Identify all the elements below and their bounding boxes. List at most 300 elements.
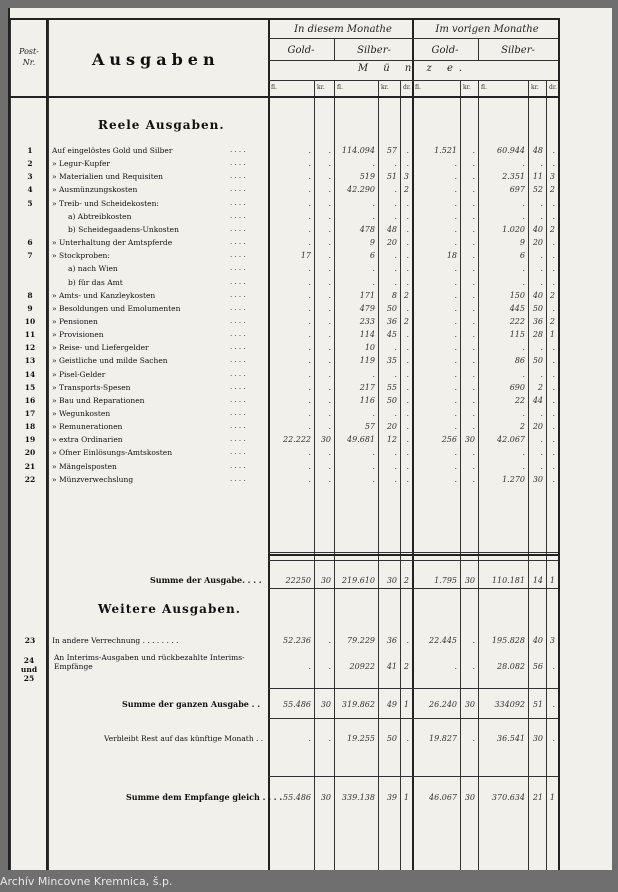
cell-value: . bbox=[308, 662, 311, 671]
cell-value: . bbox=[328, 238, 331, 247]
leader-dots: . . . . bbox=[230, 317, 246, 325]
row-label: » Ofner Einlösungs-Amtskosten bbox=[52, 448, 173, 457]
cell-value: . bbox=[522, 264, 525, 273]
cell-value: . bbox=[372, 370, 375, 379]
cell-value: 150 bbox=[509, 291, 525, 300]
cell-value: 41 bbox=[386, 662, 397, 671]
cell-value: . bbox=[552, 409, 555, 418]
row-label: » Besoldungen und Emolumenten bbox=[52, 304, 181, 313]
leader-dots: . . . . bbox=[230, 422, 246, 430]
ausgaben-title: Ausgaben bbox=[92, 50, 220, 69]
cell-value: . bbox=[552, 448, 555, 457]
row-number: 19 bbox=[24, 435, 36, 444]
cell-value: . bbox=[454, 317, 457, 326]
cell-value: . bbox=[328, 475, 331, 484]
cell-value: 1 bbox=[403, 700, 409, 709]
cell-value: 51 bbox=[532, 700, 543, 709]
cell-value: 57 bbox=[364, 422, 375, 431]
cell-value: . bbox=[552, 356, 555, 365]
cell-value: 12 bbox=[386, 435, 397, 444]
row-number: 23 bbox=[24, 636, 36, 645]
cell-value: . bbox=[472, 212, 475, 221]
cell-value: 3 bbox=[549, 172, 555, 181]
cell-value: . bbox=[328, 291, 331, 300]
cell-value: . bbox=[540, 409, 543, 418]
cell-value: . bbox=[454, 264, 457, 273]
cell-value: 30 bbox=[320, 793, 331, 802]
cell-value: . bbox=[454, 278, 457, 287]
cell-value: 20 bbox=[386, 238, 397, 247]
cell-value: 18 bbox=[446, 251, 457, 260]
cell-value: 2 bbox=[549, 291, 555, 300]
cell-value: 35 bbox=[386, 356, 397, 365]
cell-value: . bbox=[522, 370, 525, 379]
cell-value: . bbox=[454, 396, 457, 405]
cell-value: 2 bbox=[403, 576, 409, 585]
cell-value: . bbox=[454, 370, 457, 379]
leader-dots: . . . . bbox=[230, 172, 246, 180]
row-number: 2 bbox=[27, 159, 33, 168]
cell-value: . bbox=[472, 383, 475, 392]
row-number: 22 bbox=[24, 475, 36, 484]
row-label: » Ausmünzungskosten bbox=[52, 185, 138, 194]
cell-value: . bbox=[406, 212, 409, 221]
leader-dots: . . . . bbox=[230, 409, 246, 417]
cell-value: . bbox=[454, 172, 457, 181]
cell-value: . bbox=[540, 264, 543, 273]
cell-value: 14 bbox=[532, 576, 543, 585]
leader-dots: . . . . bbox=[230, 435, 246, 443]
leader-dots: . . . . bbox=[230, 238, 246, 246]
cell-value: 60.944 bbox=[497, 146, 525, 155]
cell-value: . bbox=[372, 159, 375, 168]
leader-dots: . . . . bbox=[230, 370, 246, 378]
leader-dots: . . . . bbox=[230, 251, 246, 259]
gold-header-prev: Gold- bbox=[431, 45, 459, 56]
cell-value: 55.486 bbox=[283, 793, 311, 802]
cell-value: 2 bbox=[403, 185, 409, 194]
row-label: » Provisionen bbox=[52, 330, 104, 339]
cell-value: 114.094 bbox=[341, 146, 375, 155]
this-month-header: In diesem Monathe bbox=[294, 24, 392, 35]
cell-value: 171 bbox=[359, 291, 375, 300]
leader-dots: . . . . bbox=[230, 159, 246, 167]
unit-label: dr. bbox=[403, 84, 411, 91]
cell-value: 28 bbox=[532, 330, 543, 339]
cell-value: . bbox=[454, 383, 457, 392]
cell-value: . bbox=[472, 636, 475, 645]
cell-value: 2 bbox=[549, 185, 555, 194]
row-label: » Legur-Kupfer bbox=[52, 159, 111, 168]
cell-value: 20922 bbox=[349, 662, 375, 671]
cell-value: . bbox=[406, 264, 409, 273]
cell-value: . bbox=[472, 343, 475, 352]
leader-dots: . . . . bbox=[230, 199, 246, 207]
cell-value: . bbox=[394, 264, 397, 273]
row-label: » Pensionen bbox=[52, 317, 98, 326]
cell-value: . bbox=[522, 343, 525, 352]
cell-value: 44 bbox=[532, 396, 543, 405]
cell-value: 2 bbox=[403, 291, 409, 300]
row-number: 24 und 25 bbox=[20, 656, 38, 683]
cell-value: . bbox=[328, 462, 331, 471]
cell-value: . bbox=[552, 396, 555, 405]
summe-empfang-label: Summe dem Empfange gleich . . . . bbox=[126, 792, 283, 802]
cell-value: . bbox=[540, 212, 543, 221]
cell-value: . bbox=[328, 636, 331, 645]
cell-value: . bbox=[472, 734, 475, 743]
leader-dots: . . . . bbox=[230, 212, 246, 220]
cell-value: . bbox=[454, 343, 457, 352]
grid-line bbox=[268, 560, 558, 561]
cell-value: . bbox=[472, 317, 475, 326]
cell-value: . bbox=[328, 159, 331, 168]
cell-value: . bbox=[308, 225, 311, 234]
cell-value: . bbox=[552, 212, 555, 221]
cell-value: . bbox=[394, 409, 397, 418]
cell-value: . bbox=[522, 199, 525, 208]
grid-line bbox=[268, 776, 558, 777]
cell-value: 42.067 bbox=[497, 435, 525, 444]
cell-value: . bbox=[454, 409, 457, 418]
cell-value: . bbox=[406, 343, 409, 352]
cell-value: . bbox=[406, 636, 409, 645]
cell-value: . bbox=[472, 662, 475, 671]
cell-value: . bbox=[472, 422, 475, 431]
cell-value: 30 bbox=[386, 576, 397, 585]
cell-value: . bbox=[454, 475, 457, 484]
cell-value: . bbox=[328, 396, 331, 405]
cell-value: . bbox=[394, 159, 397, 168]
cell-value: 20 bbox=[532, 422, 543, 431]
row-number: 4 bbox=[27, 185, 33, 194]
prev-month-header: Im vorigen Monathe bbox=[435, 24, 539, 35]
row-number: 12 bbox=[24, 343, 36, 352]
cell-value: . bbox=[522, 278, 525, 287]
cell-value: 10 bbox=[364, 343, 375, 352]
cell-value: . bbox=[406, 734, 409, 743]
row-label: » Treib- und Scheidekosten: bbox=[52, 199, 159, 208]
cell-value: . bbox=[472, 409, 475, 418]
unit-label: dr. bbox=[549, 84, 557, 91]
row-number: 14 bbox=[24, 370, 36, 379]
cell-value: . bbox=[454, 212, 457, 221]
cell-value: . bbox=[472, 370, 475, 379]
leader-dots: . . . . bbox=[230, 475, 246, 483]
cell-value: 40 bbox=[532, 636, 543, 645]
cell-value: . bbox=[472, 462, 475, 471]
row-number: 15 bbox=[24, 383, 36, 392]
cell-value: 86 bbox=[514, 356, 525, 365]
cell-value: . bbox=[406, 422, 409, 431]
cell-value: . bbox=[328, 146, 331, 155]
cell-value: . bbox=[308, 278, 311, 287]
cell-value: 30 bbox=[464, 435, 475, 444]
cell-value: . bbox=[372, 448, 375, 457]
cell-value: . bbox=[540, 370, 543, 379]
leader-dots: . . . . bbox=[230, 146, 246, 154]
cell-value: . bbox=[552, 462, 555, 471]
grid-line bbox=[10, 18, 11, 870]
cell-value: 49 bbox=[386, 700, 397, 709]
row-label: » Transports-Spesen bbox=[52, 383, 131, 392]
cell-value: 19.255 bbox=[347, 734, 375, 743]
cell-value: . bbox=[394, 212, 397, 221]
cell-value: 30 bbox=[464, 700, 475, 709]
cell-value: 1 bbox=[549, 330, 555, 339]
cell-value: . bbox=[308, 383, 311, 392]
cell-value: 1 bbox=[549, 793, 555, 802]
row-number: 13 bbox=[24, 356, 36, 365]
grid-line bbox=[478, 38, 479, 60]
unit-label: fl. bbox=[337, 84, 343, 91]
cell-value: . bbox=[406, 251, 409, 260]
cell-value: 1.795 bbox=[434, 576, 457, 585]
cell-value: . bbox=[328, 330, 331, 339]
row-label: » Remunerationen bbox=[52, 422, 123, 431]
cell-value: . bbox=[308, 409, 311, 418]
cell-value: . bbox=[454, 330, 457, 339]
cell-value: . bbox=[372, 409, 375, 418]
cell-value: . bbox=[406, 383, 409, 392]
cell-value: . bbox=[394, 199, 397, 208]
weitere-ausgaben-heading: Weitere Ausgaben. bbox=[98, 602, 241, 616]
cell-value: 40 bbox=[532, 291, 543, 300]
cell-value: 55.486 bbox=[283, 700, 311, 709]
cell-value: . bbox=[552, 251, 555, 260]
row-number: 1 bbox=[27, 146, 33, 155]
cell-value: 479 bbox=[359, 304, 375, 313]
cell-value: . bbox=[406, 330, 409, 339]
grid-line bbox=[268, 588, 558, 589]
cell-value: . bbox=[522, 159, 525, 168]
cell-value: . bbox=[308, 172, 311, 181]
cell-value: . bbox=[540, 159, 543, 168]
cell-value: . bbox=[406, 356, 409, 365]
cell-value: . bbox=[552, 383, 555, 392]
row-label: » Wegunkosten bbox=[52, 409, 111, 418]
cell-value: . bbox=[552, 700, 555, 709]
cell-value: . bbox=[472, 238, 475, 247]
cell-value: 2 bbox=[403, 317, 409, 326]
cell-value: . bbox=[472, 304, 475, 313]
cell-value: 2 bbox=[537, 383, 543, 392]
cell-value: . bbox=[328, 251, 331, 260]
cell-value: . bbox=[308, 396, 311, 405]
row-label: a) nach Wien bbox=[68, 264, 118, 273]
cell-value: . bbox=[308, 238, 311, 247]
cell-value: . bbox=[394, 475, 397, 484]
cell-value: . bbox=[454, 356, 457, 365]
unit-label: fl. bbox=[271, 84, 277, 91]
cell-value: . bbox=[552, 370, 555, 379]
cell-value: 478 bbox=[359, 225, 375, 234]
unit-label: fl. bbox=[481, 84, 487, 91]
cell-value: 42.290 bbox=[347, 185, 375, 194]
cell-value: . bbox=[372, 475, 375, 484]
cell-value: . bbox=[308, 475, 311, 484]
leader-dots: . . . . bbox=[230, 264, 246, 272]
cell-value: . bbox=[308, 199, 311, 208]
cell-value: . bbox=[406, 199, 409, 208]
ledger-page bbox=[8, 8, 612, 870]
cell-value: . bbox=[472, 330, 475, 339]
cell-value: 217 bbox=[359, 383, 375, 392]
cell-value: . bbox=[328, 356, 331, 365]
leader-dots: . . . . bbox=[230, 462, 246, 470]
cell-value: . bbox=[406, 396, 409, 405]
cell-value: . bbox=[328, 317, 331, 326]
cell-value: 49.681 bbox=[347, 435, 375, 444]
cell-value: . bbox=[328, 304, 331, 313]
cell-value: 50 bbox=[386, 396, 397, 405]
cell-value: 22250 bbox=[285, 576, 311, 585]
summe-ausgabe-label: Summe der Ausgabe. . . . bbox=[150, 575, 262, 585]
cell-value: 445 bbox=[509, 304, 525, 313]
cell-value: . bbox=[372, 462, 375, 471]
cell-value: . bbox=[522, 212, 525, 221]
row-label: » Unterhaltung der Amtspferde bbox=[52, 238, 173, 247]
cell-value: . bbox=[454, 199, 457, 208]
silber-header-this: Silber- bbox=[357, 45, 391, 56]
cell-value: . bbox=[308, 304, 311, 313]
grid-line bbox=[334, 38, 335, 60]
row-label: » Stockproben: bbox=[52, 251, 110, 260]
cell-value: . bbox=[372, 278, 375, 287]
cell-value: . bbox=[394, 185, 397, 194]
cell-value: 20 bbox=[532, 238, 543, 247]
leader-dots: . . . . bbox=[230, 291, 246, 299]
cell-value: . bbox=[308, 422, 311, 431]
cell-value: . bbox=[308, 370, 311, 379]
cell-value: . bbox=[372, 264, 375, 273]
row-number: 8 bbox=[27, 291, 33, 300]
leader-dots: . . . . bbox=[230, 448, 246, 456]
cell-value: . bbox=[394, 462, 397, 471]
cell-value: . bbox=[540, 435, 543, 444]
cell-value: 370.634 bbox=[491, 793, 525, 802]
cell-value: . bbox=[308, 448, 311, 457]
leader-dots: . . . . bbox=[230, 225, 246, 233]
cell-value: 50 bbox=[532, 304, 543, 313]
cell-value: 30 bbox=[532, 475, 543, 484]
cell-value: 1.270 bbox=[502, 475, 525, 484]
cell-value: . bbox=[552, 734, 555, 743]
cell-value: . bbox=[522, 462, 525, 471]
cell-value: 119 bbox=[359, 356, 375, 365]
cell-value: . bbox=[454, 159, 457, 168]
cell-value: . bbox=[472, 396, 475, 405]
cell-value: 2 bbox=[549, 317, 555, 326]
cell-value: . bbox=[328, 185, 331, 194]
cell-value: 1 bbox=[403, 793, 409, 802]
row-label: b) für das Amt bbox=[68, 278, 123, 287]
row-label: a) Abtreibkosten bbox=[68, 212, 132, 221]
row-number: 7 bbox=[27, 251, 33, 260]
grid-line bbox=[268, 80, 558, 81]
cell-value: 21 bbox=[532, 793, 543, 802]
cell-value: 519 bbox=[359, 172, 375, 181]
cell-value: 52 bbox=[532, 185, 543, 194]
cell-value: . bbox=[472, 448, 475, 457]
row-number: 18 bbox=[24, 422, 36, 431]
leader-dots: . . . . bbox=[230, 278, 246, 286]
cell-value: 2.351 bbox=[502, 172, 525, 181]
cell-value: . bbox=[552, 199, 555, 208]
cell-value: 319.862 bbox=[341, 700, 375, 709]
grid-line bbox=[10, 96, 558, 98]
cell-value: . bbox=[406, 435, 409, 444]
cell-value: . bbox=[454, 448, 457, 457]
row-label: » Amts- und Kanzleykosten bbox=[52, 291, 156, 300]
row-number: 21 bbox=[24, 462, 36, 471]
cell-value: . bbox=[552, 422, 555, 431]
cell-value: 22.445 bbox=[429, 636, 457, 645]
row-label: Auf eingelöstes Gold und Silber bbox=[52, 146, 173, 155]
grid-line bbox=[48, 18, 49, 870]
cell-value: . bbox=[308, 185, 311, 194]
cell-value: . bbox=[552, 264, 555, 273]
cell-value: . bbox=[552, 159, 555, 168]
cell-value: . bbox=[472, 264, 475, 273]
cell-value: . bbox=[472, 199, 475, 208]
cell-value: 219.610 bbox=[341, 576, 375, 585]
cell-value: 45 bbox=[386, 330, 397, 339]
cell-value: 50 bbox=[532, 356, 543, 365]
cell-value: 39 bbox=[386, 793, 397, 802]
cell-value: 50 bbox=[386, 304, 397, 313]
cell-value: 3 bbox=[549, 636, 555, 645]
cell-value: 30 bbox=[464, 793, 475, 802]
cell-value: . bbox=[308, 159, 311, 168]
row-number: 5 bbox=[27, 199, 33, 208]
cell-value: . bbox=[552, 146, 555, 155]
leader-dots: . . . . bbox=[230, 304, 246, 312]
summe-ganze-label: Summe der ganzen Ausgabe . . bbox=[122, 699, 261, 709]
cell-value: . bbox=[406, 304, 409, 313]
muenze-header: M ü n z e. bbox=[357, 63, 469, 74]
cell-value: . bbox=[454, 238, 457, 247]
cell-value: 697 bbox=[509, 185, 525, 194]
cell-value: . bbox=[472, 278, 475, 287]
cell-value: . bbox=[454, 662, 457, 671]
cell-value: . bbox=[394, 251, 397, 260]
cell-value: . bbox=[394, 343, 397, 352]
cell-value: . bbox=[328, 734, 331, 743]
gold-header-this: Gold- bbox=[287, 45, 315, 56]
cell-value: 256 bbox=[441, 435, 457, 444]
cell-value: 690 bbox=[509, 383, 525, 392]
leader-dots: . . . . bbox=[230, 383, 246, 391]
cell-value: 52.236 bbox=[283, 636, 311, 645]
cell-value: 20 bbox=[386, 422, 397, 431]
row-number: 16 bbox=[24, 396, 36, 405]
cell-value: . bbox=[328, 278, 331, 287]
cell-value: 1 bbox=[549, 576, 555, 585]
unit-label: kr. bbox=[381, 84, 389, 91]
cell-value: . bbox=[522, 409, 525, 418]
cell-value: . bbox=[328, 383, 331, 392]
row-label: An Interims-Ausgaben und rückbezahlte Interims-Empfänge bbox=[54, 653, 245, 671]
leader-dots: . . . . bbox=[230, 185, 246, 193]
cell-value: . bbox=[540, 448, 543, 457]
grid-line bbox=[268, 718, 558, 719]
cell-value: 46.067 bbox=[429, 793, 457, 802]
row-label: » Bau und Reparationen bbox=[52, 396, 145, 405]
cell-value: 115 bbox=[509, 330, 525, 339]
cell-value: . bbox=[540, 462, 543, 471]
cell-value: 36.541 bbox=[497, 734, 525, 743]
